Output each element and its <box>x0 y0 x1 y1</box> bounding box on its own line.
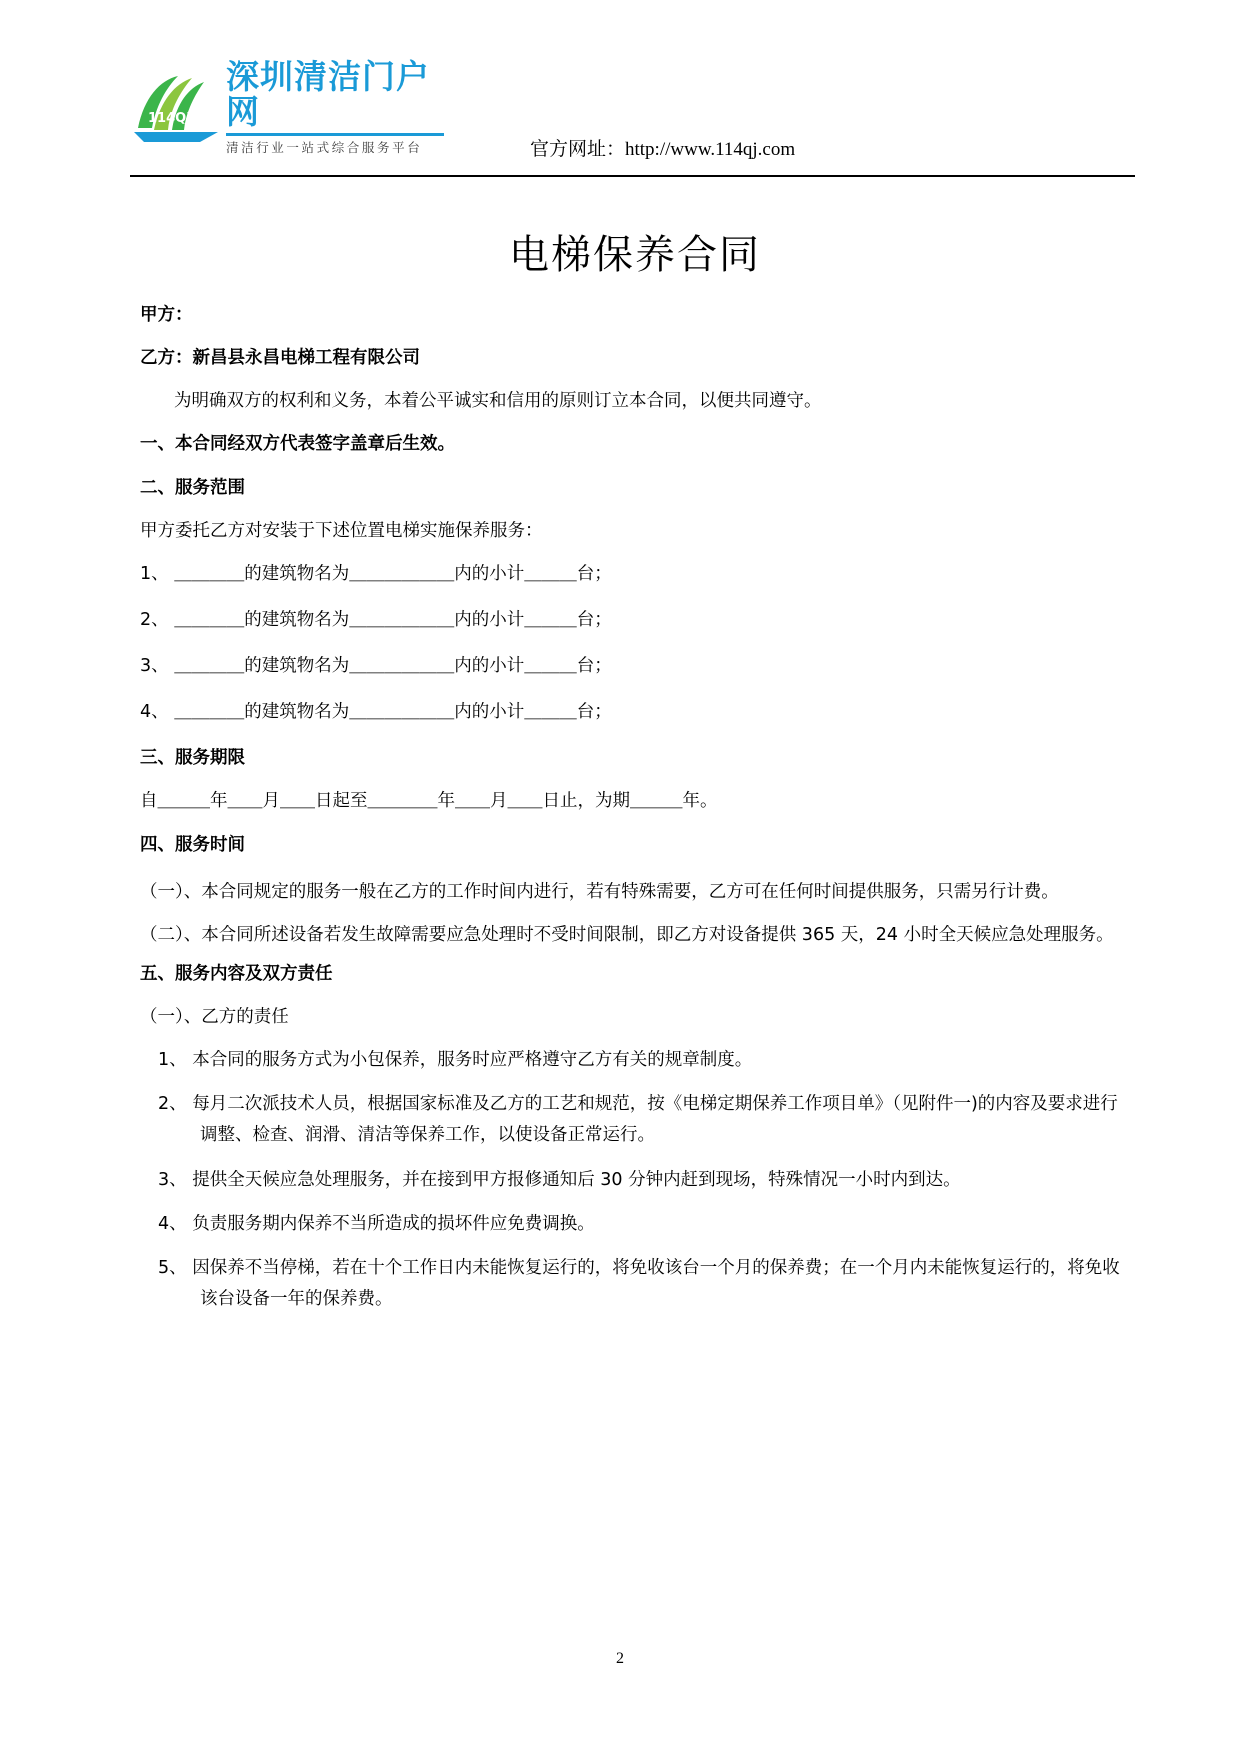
preamble-text: 为明确双方的权利和义务，本着公平诚实和信用的原则订立本合同，以便共同遵守。 <box>174 391 822 412</box>
page-number: 2 <box>616 1650 624 1667</box>
party-b-line: 乙方：新昌县永昌电梯工程有限公司 <box>140 348 420 369</box>
site-logo <box>130 57 460 156</box>
logo-divider <box>226 133 444 136</box>
logo-subtitle: 清洁行业一站式综合服务平台 <box>226 140 423 156</box>
logo-star-icon <box>130 72 222 144</box>
duty-item: 4、 负责服务期内保养不当所造成的损坏件应免费调换。 <box>158 1213 595 1234</box>
duty-item: 1、 本合同的服务方式为小包保养，服务时应严格遵守乙方有关的规章制度。 <box>158 1049 753 1070</box>
section-2-intro: 甲方委托乙方对安装于下述位置电梯实施保养服务： <box>140 520 543 541</box>
svg-text:114QJ: 114QJ <box>148 110 192 126</box>
section-5-sub-heading: （一）、乙方的责任 <box>140 1006 289 1027</box>
document-body <box>0 223 1240 1314</box>
section-2-heading: 二、服务范围 <box>140 477 245 498</box>
section-4-heading: 四、服务时间 <box>140 834 245 855</box>
page-title: 电梯保养合同 <box>509 232 761 278</box>
section-4-item-2: （二）、本合同所述设备若发生故障需要应急处理时不受时间限制，即乙方对设备提供 365 天，24 小时全天候应急处理服务。 <box>140 924 1114 945</box>
duty-item: 2、 每月二次派技术人员，根据国家标准及乙方的工艺和规范，按《电梯定期保养工作项目单》（见附件一)的内容及要求进行调整、检查、润滑、清洁等保养工作，以使设备正常运行。 <box>158 1094 1118 1145</box>
section-1-heading: 一、本合同经双方代表签字盖章后生效。 <box>140 434 455 455</box>
scope-item: 2、 ＿＿＿＿的建筑物名为＿＿＿＿＿＿内的小计＿＿＿台； <box>140 609 612 630</box>
duty-item: 3、 提供全天候应急处理服务，并在接到甲方报修通知后 30 分钟内赶到现场，特殊情况一小时内到达。 <box>158 1170 961 1191</box>
duty-item: 5、 因保养不当停梯，若在十个工作日内未能恢复运行的，将免收该台一个月的保养费；在一个月内未能恢复运行的，将免收该台设备一年的保养费。 <box>158 1258 1120 1309</box>
scope-item: 4、 ＿＿＿＿的建筑物名为＿＿＿＿＿＿内的小计＿＿＿台； <box>140 702 612 723</box>
scope-item: 3、 ＿＿＿＿的建筑物名为＿＿＿＿＿＿内的小计＿＿＿台； <box>140 656 612 676</box>
official-website-text: 官方网址：http://www.114qj.com <box>530 139 796 160</box>
page-header <box>0 0 1240 161</box>
section-3-heading: 三、服务期限 <box>140 748 245 769</box>
logo-title: 深圳清洁门户网 <box>226 57 430 131</box>
scope-item: 1、 ＿＿＿＿的建筑物名为＿＿＿＿＿＿内的小计＿＿＿台； <box>140 563 612 584</box>
header-divider <box>130 175 1135 177</box>
party-a-line: 甲方： <box>140 305 193 325</box>
section-4-item-1: （一）、本合同规定的服务一般在乙方的工作时间内进行，若有特殊需要，乙方可在任何时间提供服务，只需另行计费。 <box>140 881 1059 902</box>
section-5-heading: 五、服务内容及双方责任 <box>140 963 333 984</box>
section-3-body: 自＿＿＿年＿＿月＿＿日起至＿＿＿＿年＿＿月＿＿日止，为期＿＿＿年。 <box>140 791 718 812</box>
